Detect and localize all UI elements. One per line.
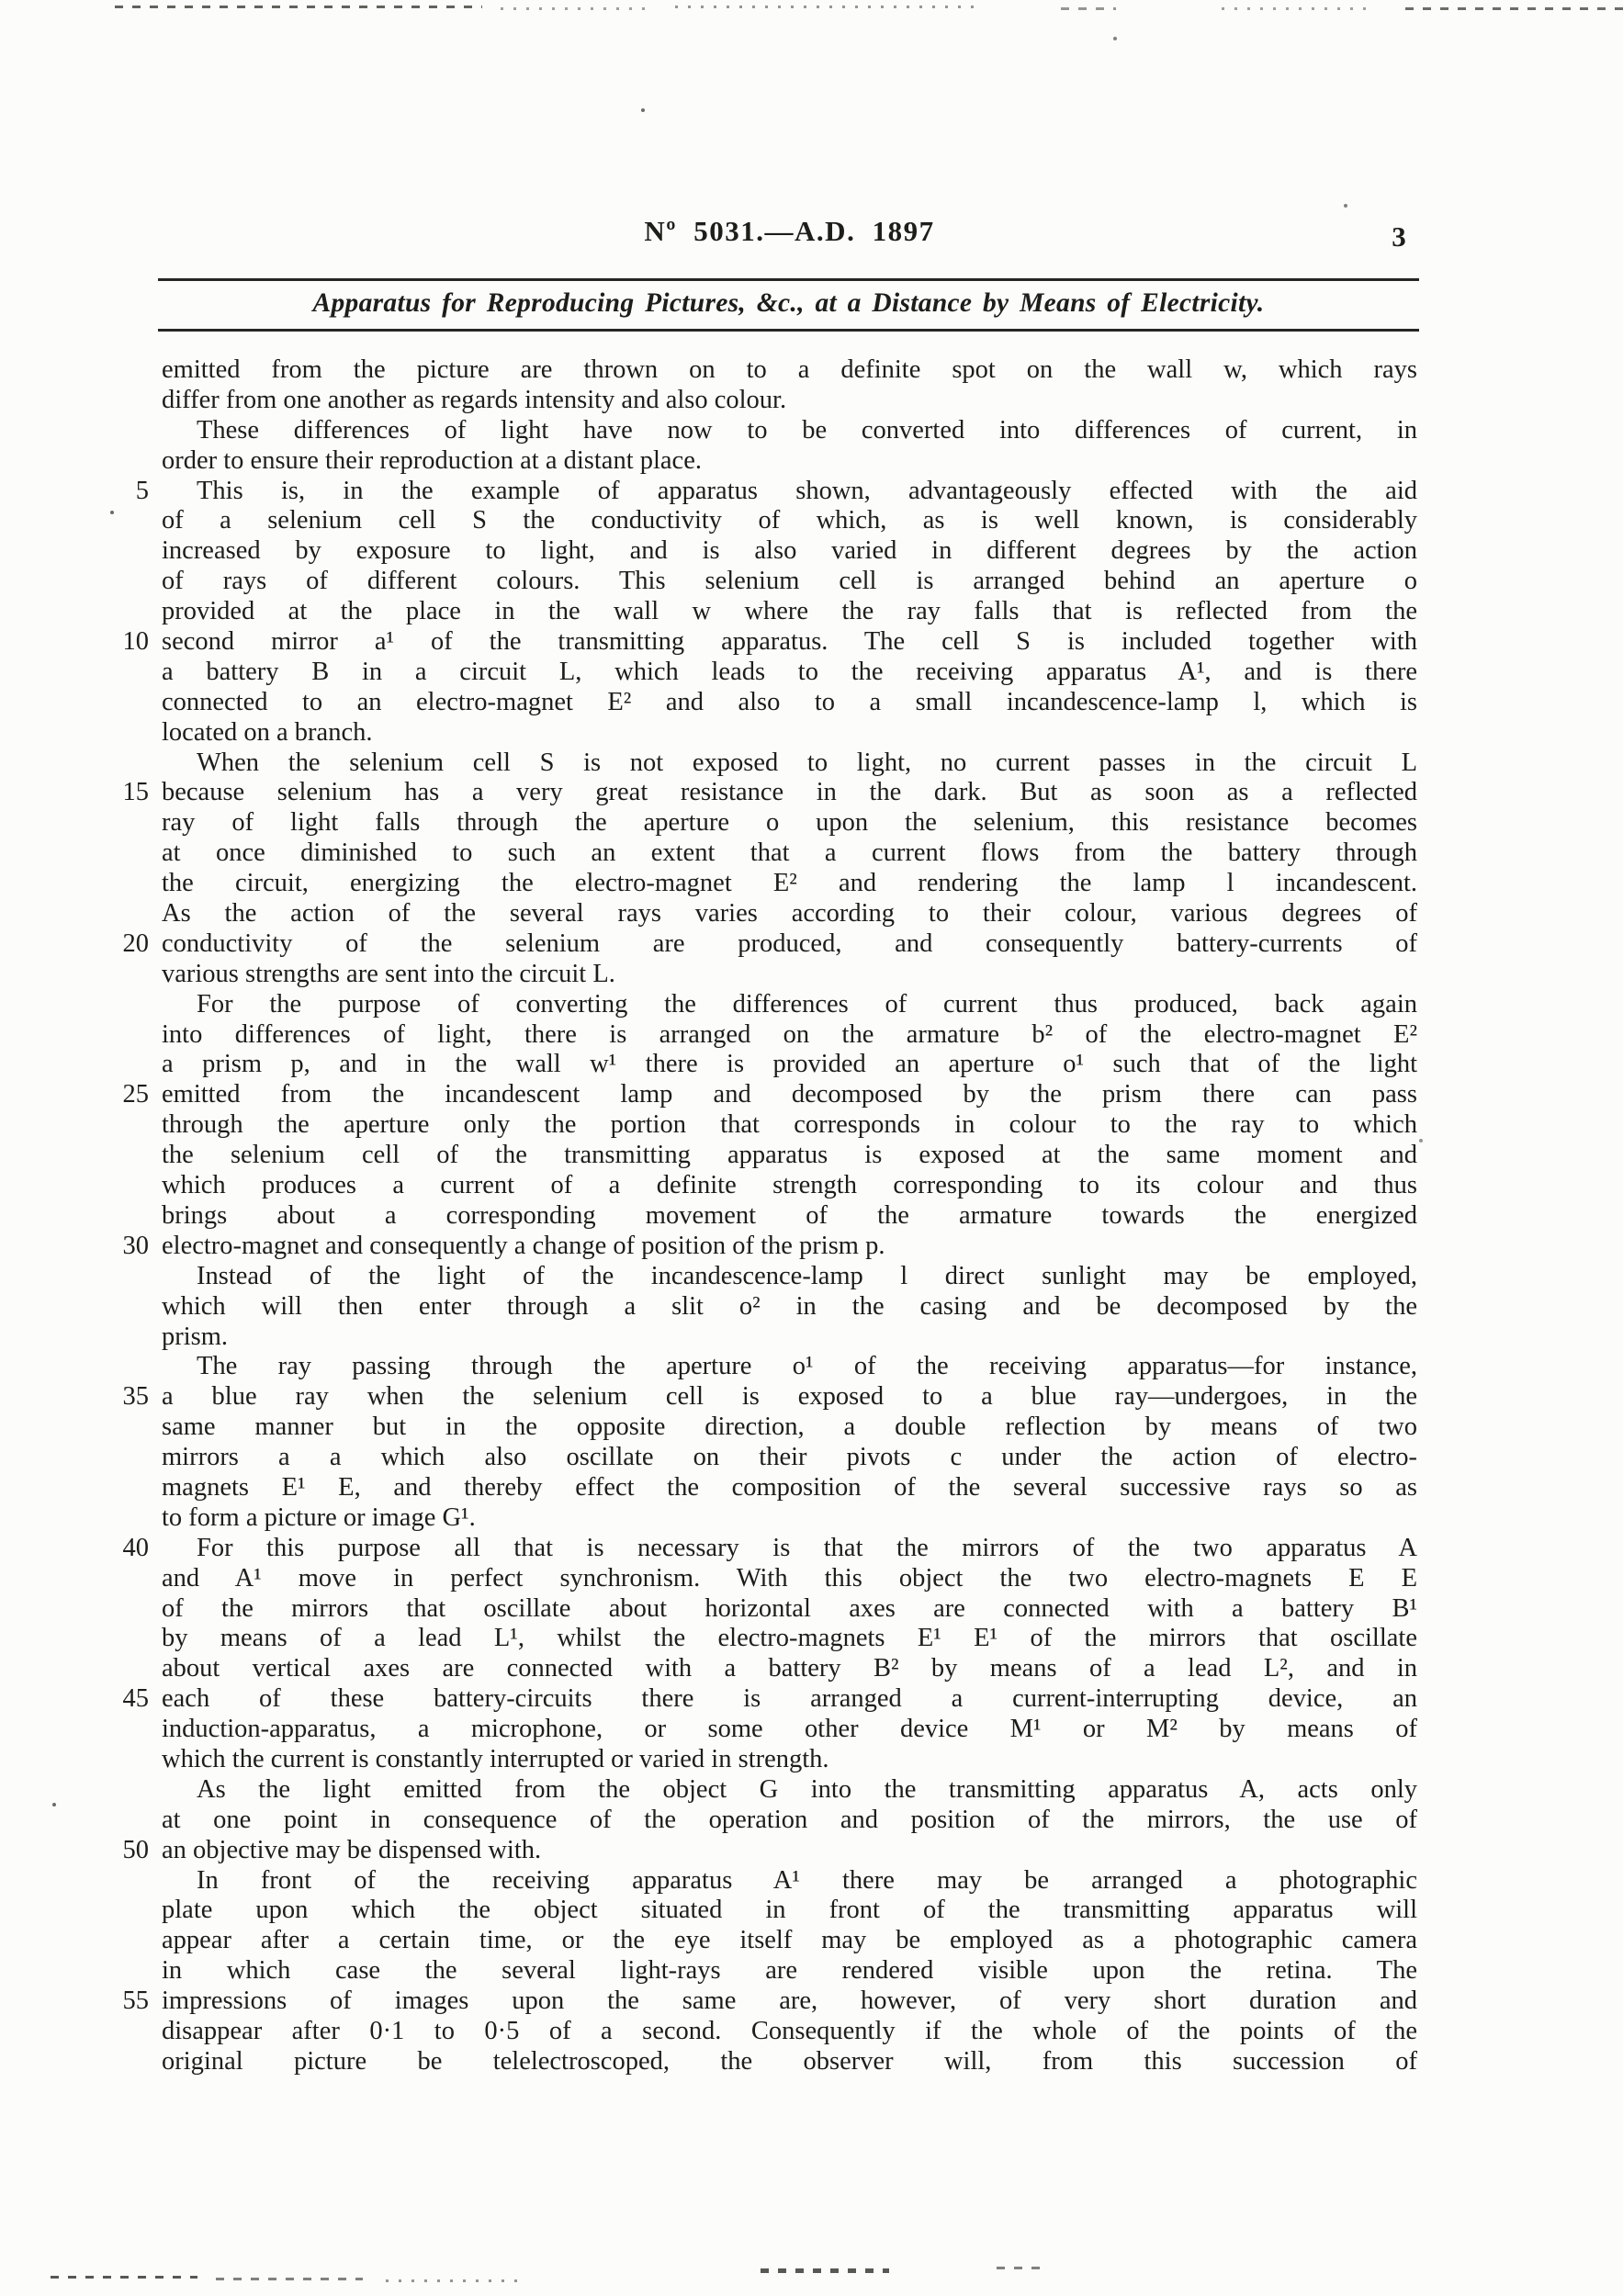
- text-line: [162, 718, 1417, 748]
- text-line: [162, 1594, 1417, 1625]
- text-line: [162, 1654, 1417, 1684]
- text-line: [122, 1684, 1417, 1715]
- scan-artifact: [386, 2279, 524, 2282]
- scan-artifact: [641, 108, 645, 112]
- line-text: disappear after 0·1 to 0·5 of a second. Consequently if the whole of the points of the: [162, 2016, 1417, 2045]
- line-number: 35: [122, 1382, 149, 1412]
- line-text: ray of light falls through the aperture o upon the selenium, this resistance becomes: [162, 808, 1417, 838]
- line-text: emitted from the incandescent lamp and decomposed by the prism there can pass: [162, 1080, 1417, 1109]
- page-title: [158, 278, 1419, 332]
- line-text: These differences of light have now to be converted into differences of current, in: [197, 415, 1417, 445]
- body-lines: [122, 355, 1417, 2077]
- text-line: [135, 476, 1417, 507]
- text-line: [122, 1080, 1417, 1110]
- scan-artifact: [110, 511, 114, 514]
- text-line: [162, 1110, 1417, 1141]
- line-text: electro-magnet and consequently a change of position of the prism p.: [162, 1231, 885, 1260]
- scan-artifact: [1405, 7, 1623, 10]
- line-text: order to ensure their reproduction at a distant place.: [162, 445, 702, 475]
- text-line: [162, 1745, 1417, 1775]
- scan-artifact: [115, 6, 482, 8]
- line-text: in which case the several light-rays are rendered visible upon the retina. The: [162, 1956, 1417, 1986]
- scan-artifact: [1222, 7, 1369, 10]
- text-line: [122, 929, 1417, 960]
- scan-artifact: [1419, 1139, 1423, 1142]
- text-line: [122, 1533, 1417, 1564]
- text-line: [162, 597, 1417, 627]
- text-line: [162, 1141, 1417, 1171]
- line-text: connected to an electro-magnet E² and also to a small incandescence-lamp l, which is: [162, 687, 1417, 716]
- scan-artifact: [997, 2267, 1043, 2269]
- document-number: Nº 5031.—A.D. 1897: [644, 215, 935, 247]
- text-line: [162, 1292, 1417, 1322]
- text-line: [162, 808, 1417, 838]
- scan-artifact: [761, 2268, 889, 2273]
- line-text: differ from one another as regards intensity and also colour.: [162, 385, 787, 414]
- text-line: [162, 567, 1417, 597]
- text-line: [162, 1956, 1417, 1986]
- line-number: 25: [122, 1080, 149, 1109]
- text-line: [162, 386, 1417, 416]
- line-text: the selenium cell of the transmitting apparatus is exposed at the same moment and: [162, 1141, 1417, 1170]
- line-text: and A¹ move in perfect synchronism. With this object the two electro-magnets E E: [162, 1563, 1417, 1593]
- text-line: [162, 838, 1417, 869]
- line-text: As the light emitted from the object G into the transmitting apparatus A, acts only: [197, 1774, 1417, 1804]
- line-text: which will then enter through a slit o² in the casing and be decomposed by the: [162, 1291, 1417, 1321]
- text-line: [162, 869, 1417, 899]
- text-line: [162, 1201, 1417, 1232]
- line-text: a battery B in a circuit L, which leads to the receiving apparatus A¹, and is there: [162, 657, 1417, 686]
- line-text: which the current is constantly interrupted or varied in strength.: [162, 1744, 829, 1773]
- text-line: [162, 355, 1417, 386]
- line-text: provided at the place in the wall w where the ray falls that is reflected from the: [162, 597, 1417, 626]
- text-line: [122, 1835, 1417, 1866]
- text-line: [122, 1986, 1417, 2017]
- line-text: to form a picture or image G¹.: [162, 1503, 476, 1532]
- line-text: For this purpose all that is necessary is that the mirrors of the two apparatus A: [197, 1533, 1417, 1562]
- scan-artifact: [501, 7, 648, 10]
- text-line: [162, 1926, 1417, 1956]
- line-text: When the selenium cell S is not exposed to light, no current passes in the circuit L: [197, 748, 1417, 777]
- line-text: of rays of different colours. This selenium cell is arranged behind an aperture o: [162, 567, 1417, 596]
- page-title-text: Apparatus for Reproducing Pictures, &c., at a Distance by Means of Electricity.: [312, 288, 1265, 318]
- text-line: [162, 1412, 1417, 1443]
- line-text: located on a branch.: [162, 717, 373, 747]
- line-text: original picture be telelectroscoped, the observer will, from this succession of: [162, 2046, 1417, 2076]
- line-text: magnets E¹ E, and thereby effect the composition of the several successive rays so as: [162, 1472, 1417, 1502]
- scan-artifact: [675, 6, 978, 8]
- line-text: appear after a certain time, or the eye itself may be employed as a photographic camera: [162, 1926, 1417, 1955]
- text-line: [162, 1806, 1417, 1836]
- line-text: a prism p, and in the wall w¹ there is provided an aperture o¹ such that of the light: [162, 1050, 1417, 1079]
- text-line: [162, 1050, 1417, 1080]
- line-text: In front of the receiving apparatus A¹ there may be arranged a photographic: [197, 1865, 1417, 1895]
- text-line: [162, 658, 1417, 688]
- text-line: [162, 2017, 1417, 2047]
- text-line: [162, 1443, 1417, 1473]
- text-line: [162, 2047, 1417, 2077]
- text-line: [162, 1775, 1417, 1806]
- line-text: plate upon which the object situated in front of the transmitting apparatus will: [162, 1896, 1417, 1925]
- text-line: [122, 778, 1417, 808]
- text-line: [162, 1503, 1417, 1534]
- scan-artifact: [52, 1803, 56, 1806]
- text-line: [162, 1322, 1417, 1353]
- line-text: various strengths are sent into the circuit L.: [162, 959, 615, 988]
- line-text: second mirror a¹ of the transmitting apparatus. The cell S is included together with: [162, 627, 1417, 657]
- text-line: [162, 1624, 1417, 1654]
- page-number: 3: [1392, 220, 1406, 253]
- text-line: [162, 416, 1417, 446]
- line-text: same manner but in the opposite direction, a double reflection by means of two: [162, 1412, 1417, 1442]
- line-text: which produces a current of a definite strength corresponding to its colour and thus: [162, 1171, 1417, 1200]
- scan-artifact: [1061, 7, 1116, 10]
- document-header: [162, 215, 1417, 248]
- text-line: [162, 899, 1417, 929]
- line-text: prism.: [162, 1322, 229, 1351]
- text-line: [162, 1866, 1417, 1896]
- text-line: [162, 1020, 1417, 1051]
- line-text: of a selenium cell S the conductivity of which, as is well known, is considerably: [162, 506, 1417, 535]
- text-line: [122, 627, 1417, 658]
- line-number: 10: [122, 627, 149, 657]
- line-text: This is, in the example of apparatus shown, advantageously effected with the aid: [197, 476, 1417, 505]
- line-text: emitted from the picture are thrown on to a definite spot on the wall w, which rays: [162, 355, 1417, 384]
- text-line: [162, 536, 1417, 567]
- line-number: 20: [122, 929, 149, 958]
- line-text: a blue ray when the selenium cell is exposed to a blue ray—undergoes, in the: [162, 1382, 1417, 1412]
- line-text: each of these battery-circuits there is arranged a current-interrupting device, an: [162, 1684, 1417, 1714]
- text-line: [162, 1715, 1417, 1745]
- line-text: For the purpose of converting the differences of current thus produced, back again: [197, 989, 1417, 1019]
- line-text: by means of a lead L¹, whilst the electro-magnets E¹ E¹ of the mirrors that oscillate: [162, 1624, 1417, 1653]
- line-text: Instead of the light of the incandescence-lamp l direct sunlight may be employed,: [197, 1261, 1417, 1290]
- line-text: brings about a corresponding movement of the armature towards the energized: [162, 1200, 1417, 1230]
- text-line: [162, 1564, 1417, 1594]
- line-text: the circuit, energizing the electro-magnet E² and rendering the lamp l incandescent.: [162, 869, 1417, 898]
- text-line: [162, 960, 1417, 990]
- line-number: 45: [122, 1684, 149, 1714]
- line-text: As the action of the several rays varies according to their colour, various degrees of: [162, 899, 1417, 929]
- line-text: impressions of images upon the same are, however, of very short duration and: [162, 1986, 1417, 2016]
- text-line: [162, 1352, 1417, 1382]
- line-text: about vertical axes are connected with a battery B² by means of a lead L², and in: [162, 1654, 1417, 1683]
- line-text: of the mirrors that oscillate about horizontal axes are connected with a battery B¹: [162, 1593, 1417, 1623]
- text-line: [162, 1171, 1417, 1201]
- line-text: The ray passing through the aperture o¹ of the receiving apparatus—for instance,: [197, 1352, 1417, 1381]
- scan-artifact: [1344, 204, 1347, 208]
- scan-artifact: [1113, 37, 1117, 40]
- text-line: [162, 1473, 1417, 1503]
- text-line: [162, 688, 1417, 718]
- line-text: increased by exposure to light, and is also varied in different degrees by the action: [162, 536, 1417, 566]
- line-number: 50: [122, 1835, 149, 1864]
- line-number: 15: [122, 778, 149, 807]
- text-line: [162, 506, 1417, 536]
- text-line: [162, 1896, 1417, 1926]
- line-text: mirrors a a which also oscillate on their pivots c under the action of electro-: [162, 1443, 1417, 1472]
- line-text: at once diminished to such an extent that a current flows from the battery through: [162, 838, 1417, 868]
- line-text: induction-apparatus, a microphone, or some other device M¹ or M² by means of: [162, 1715, 1417, 1744]
- scan-artifact: [216, 2278, 363, 2280]
- text-line: [162, 990, 1417, 1020]
- line-number: 55: [122, 1986, 149, 2016]
- line-text: conductivity of the selenium are produced, and consequently battery-currents of: [162, 929, 1417, 958]
- text-line: [162, 1262, 1417, 1292]
- text-line: [122, 1231, 1417, 1262]
- line-text: an objective may be dispensed with.: [162, 1835, 542, 1864]
- line-text: at one point in consequence of the operation and position of the mirrors, the use of: [162, 1805, 1417, 1834]
- line-text: through the aperture only the portion that corresponds in colour to the ray to which: [162, 1110, 1417, 1140]
- text-line: [162, 748, 1417, 779]
- text-line: [162, 446, 1417, 477]
- scan-artifact: [51, 2276, 197, 2279]
- line-number: 5: [135, 476, 149, 505]
- line-text: into differences of light, there is arranged on the armature b² of the electro-magnet E²: [162, 1019, 1417, 1049]
- line-text: because selenium has a very great resistance in the dark. But as soon as a reflected: [162, 778, 1417, 807]
- text-line: [122, 1382, 1417, 1412]
- line-number: 30: [122, 1231, 149, 1260]
- body-text: [122, 355, 1417, 2077]
- line-number: 40: [122, 1533, 149, 1562]
